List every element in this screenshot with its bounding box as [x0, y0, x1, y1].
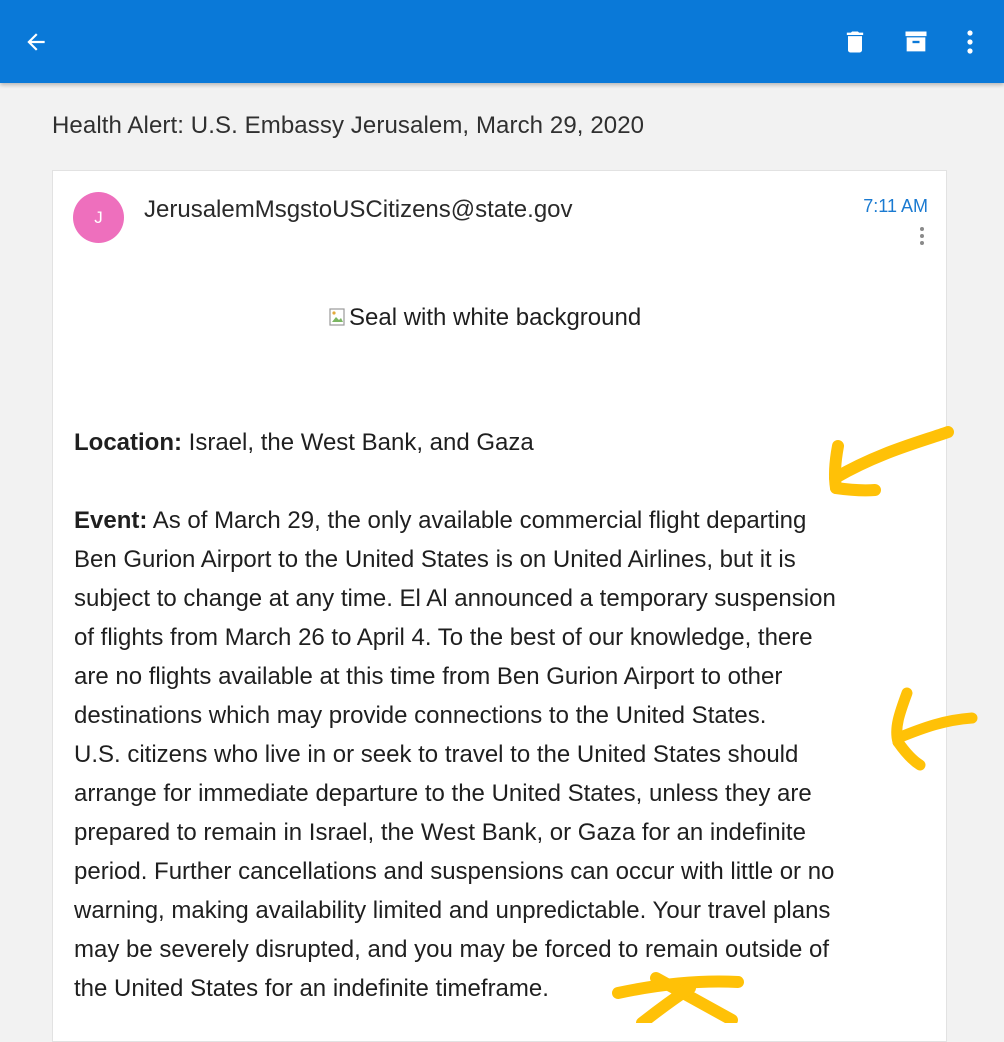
- event-line: the United States for an indefinite timeframe.: [74, 975, 549, 1002]
- message-more-button[interactable]: [915, 225, 929, 247]
- arrow-left-icon: [23, 29, 49, 55]
- message-body: [74, 423, 934, 1008]
- app-toolbar: [0, 0, 1004, 83]
- back-button[interactable]: [16, 22, 56, 62]
- more-vert-icon: [919, 226, 925, 246]
- location-label: Location:: [74, 429, 182, 456]
- event-line: of flights from March 26 to April 4. To the best of our knowledge, there: [74, 624, 813, 651]
- sender-address[interactable]: JerusalemMsgstoUSCitizens@state.gov: [144, 196, 573, 223]
- message-card: [52, 170, 947, 1042]
- delete-button[interactable]: [835, 22, 875, 62]
- embassy-seal-image: [329, 304, 641, 332]
- trash-icon: [841, 28, 869, 56]
- archive-button[interactable]: [896, 22, 936, 62]
- event-line: period. Further cancellations and suspensions can occur with little or no: [74, 858, 835, 885]
- event-line: destinations which may provide connections to the United States.: [74, 702, 767, 729]
- archive-icon: [902, 28, 930, 56]
- event-line: prepared to remain in Israel, the West Bank, or Gaza for an indefinite: [74, 819, 806, 846]
- avatar-initial: J: [94, 207, 103, 227]
- event-line: U.S. citizens who live in or seek to travel to the United States should: [74, 741, 799, 768]
- event-line: arrange for immediate departure to the United States, unless they are: [74, 780, 812, 807]
- event-line: warning, making availability limited and unpredictable. Your travel plans: [74, 897, 831, 924]
- broken-image-icon: [329, 308, 347, 328]
- email-subject: Health Alert: U.S. Embassy Jerusalem, March 29, 2020: [52, 112, 645, 139]
- sender-avatar[interactable]: [73, 192, 124, 243]
- event-line: Ben Gurion Airport to the United States is on United Airlines, but it is: [74, 546, 796, 573]
- location-line: [74, 423, 934, 462]
- more-options-button[interactable]: [950, 22, 990, 62]
- image-alt-text: Seal with white background: [349, 304, 642, 331]
- event-text: As of March 29, the only available commercial flight departing: [147, 507, 807, 534]
- event-line: may be severely disrupted, and you may be forced to remain outside of: [74, 936, 830, 963]
- location-text: Israel, the West Bank, and Gaza: [182, 429, 534, 456]
- event-line: are no flights available at this time from Ben Gurion Airport to other: [74, 663, 783, 690]
- message-time: 7:11 AM: [863, 196, 928, 216]
- more-vert-icon: [958, 28, 982, 56]
- event-line: subject to change at any time. El Al announced a temporary suspension: [74, 585, 836, 612]
- event-label: Event:: [74, 507, 148, 534]
- event-line-1: [74, 501, 934, 540]
